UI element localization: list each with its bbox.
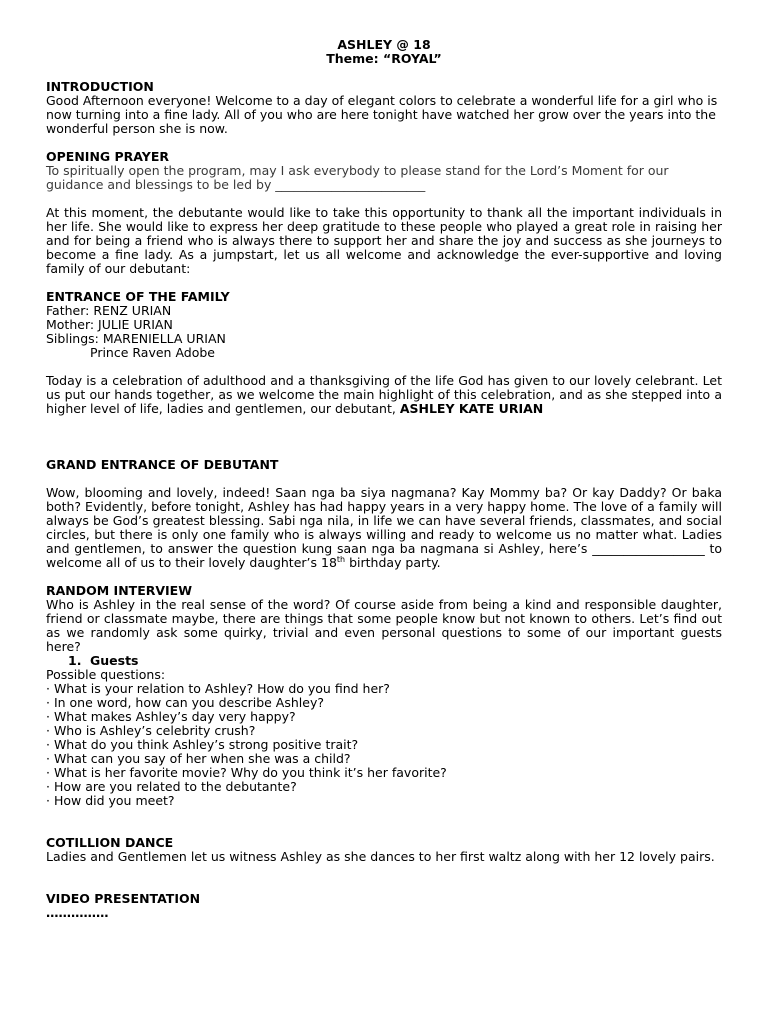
opening-prayer-text: To spiritually open the program, may I ask everybody to please stand for the Lord’s Moment for our guidance and blessings to be led by ________________________	[46, 163, 669, 192]
father-line: Father: RENZ URIAN	[46, 303, 172, 318]
family-heading: ENTRANCE OF THE FAMILY	[46, 289, 230, 304]
question-item: · What do you think Ashley’s strong positive trait?	[46, 737, 359, 752]
grand-entrance-body: Wow, blooming and lovely, indeed! Saan nga ba siya nagmana? Kay Mommy ba? Or kay Daddy? Or baka both? Evidently, before tonight, Ashley has had happy years in a very happy home. The love of a family will always be God’s greatest blessing. Sabi nga nila, in life we can have several friends, classmates, and social circles, but there is only one family who is always willing and ready to welcome us no matter what. Ladies and gentlemen, to answer the question kung saan nga ba nagmana si Ashley, here’s __________________ to welcome all of us to their lovely daughter’s 18	[46, 485, 722, 570]
questions-list	[46, 682, 722, 808]
celebration-text: Today is a celebration of adulthood and a thanksgiving of the life God has given to our lovely celebrant. Let us put our hands together, as we welcome the main highlight of this celebration, and as she stepped into a higher level of life, ladies and gentlemen, our debutant,	[46, 373, 722, 416]
sibling-second-line: Prince Raven Adobe	[90, 345, 215, 360]
guests-list-item	[46, 654, 722, 668]
grand-entrance-heading: GRAND ENTRANCE OF DEBUTANT	[46, 457, 279, 472]
question-item: · In one word, how can you describe Ashley?	[46, 695, 324, 710]
introduction-text: Good Afternoon everyone! Welcome to a day of elegant colors to celebrate a wonderful life for a girl who is now turning into a fine lady. All of you who are here tonight have watched her grow over the years into the wonderful person she is now.	[46, 93, 718, 136]
question-item: · What is your relation to Ashley? How do you find her?	[46, 681, 390, 696]
grand-entrance-text	[46, 486, 722, 570]
question-item: · What is her favorite movie? Why do you think it’s her favorite?	[46, 765, 447, 780]
opening-prayer-heading: OPENING PRAYER	[46, 149, 169, 164]
question-item: · Who is Ashley’s celebrity crush?	[46, 723, 256, 738]
list-number: 1.	[68, 653, 82, 668]
question-item: · What can you say of her when she was a child?	[46, 751, 351, 766]
guests-label: Guests	[90, 653, 139, 668]
celebration-paragraph	[46, 374, 722, 416]
question-item: · What makes Ashley’s day very happy?	[46, 709, 296, 724]
cotillion-heading: COTILLION DANCE	[46, 835, 174, 850]
document-theme: Theme: “ROYAL”	[326, 51, 442, 66]
question-item: · How are you related to the debutante?	[46, 779, 297, 794]
document-page	[46, 38, 722, 920]
ordinal-suffix: th	[336, 554, 346, 564]
mother-line: Mother: JULIE URIAN	[46, 317, 173, 332]
video-heading: VIDEO PRESENTATION	[46, 891, 201, 906]
interview-text: Who is Ashley in the real sense of the word? Of course aside from being a kind and responsible daughter, friend or classmate maybe, there are things that some people know but not known to others. Let’s find out as we randomly ask some quirky, trivial and even personal questions to some of our important guests here?	[46, 597, 722, 654]
grand-entrance-tail: birthday party.	[345, 555, 441, 570]
document-title: ASHLEY @ 18	[337, 37, 431, 52]
cotillion-text: Ladies and Gentlemen let us witness Ashley as she dances to her first waltz along with her 12 lovely pairs.	[46, 849, 715, 864]
introduction-heading: INTRODUCTION	[46, 79, 154, 94]
video-dots: ……………	[46, 905, 109, 920]
siblings-line: Siblings: MARENIELLA URIAN	[46, 331, 226, 346]
thanks-paragraph: At this moment, the debutante would like to take this opportunity to thank all the important individuals in her life. She would like to express her deep gratitude to these people who played a great role in raising her and for being a friend who is always there to support her and share the joy and success as she journeys to become a fine lady. As a jumpstart, let us all welcome and acknowledge the ever-supportive and loving family of our debutant:	[46, 205, 722, 276]
question-item: · How did you meet?	[46, 793, 175, 808]
possible-questions-label: Possible questions:	[46, 667, 166, 682]
debutant-name: ASHLEY KATE URIAN	[399, 401, 544, 416]
interview-heading: RANDOM INTERVIEW	[46, 583, 193, 598]
